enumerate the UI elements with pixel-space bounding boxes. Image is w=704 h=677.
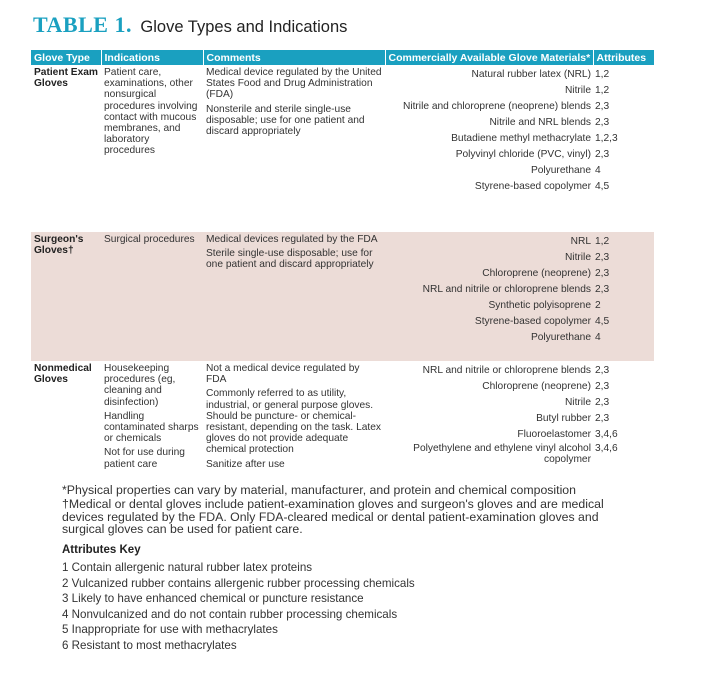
material-name: Nitrile: [564, 252, 591, 263]
material-attributes: 1,2: [595, 69, 610, 80]
indication-text: Surgical procedures: [104, 234, 195, 245]
cell-attributes: [593, 65, 654, 232]
material-attributes: 4,5: [595, 181, 610, 192]
cell-materials: [385, 65, 593, 232]
comment-text: Sanitize after use: [206, 458, 285, 470]
material-attributes: 1,2: [595, 236, 610, 247]
table-row: [31, 65, 654, 232]
material-attributes: 2: [595, 300, 601, 311]
material-attributes: 1,2,3: [595, 133, 618, 144]
material-attributes: 1,2: [595, 85, 610, 96]
material-name: Polyurethane: [530, 165, 591, 176]
material-name: Nitrile and chloroprene (neoprene) blends: [402, 101, 591, 112]
comment-text: Sterile single-use disposable; use for one patient and discard appropriately: [206, 248, 374, 271]
cell-comments: [203, 232, 385, 361]
cell-glove-type: Patient Exam Gloves: [34, 67, 98, 90]
cell-glove-type: Surgeon's Gloves†: [34, 234, 84, 257]
attributes-key-list: [62, 560, 415, 654]
comment-text: Not a medical device regulated by FDA: [206, 363, 360, 386]
header-comments: Comments: [203, 50, 385, 65]
cell-attributes: [593, 232, 654, 361]
header-materials: Commercially Available Glove Materials*: [385, 50, 593, 65]
cell-materials: [385, 361, 593, 491]
material-attributes: 2,3: [595, 149, 610, 160]
cell-glove-type: Nonmedical Gloves: [34, 363, 92, 386]
table-row: [31, 232, 654, 361]
table-header-row: [31, 50, 654, 65]
material-attributes: 2,3: [595, 397, 610, 408]
material-name: Polyethylene and ethylene vinyl alcohol copolymer: [413, 443, 591, 465]
footnote-dagger: †Medical or dental gloves include patient-examination gloves and surgeon's gloves and are medical devices regulated by the FDA. Only FDA-cleared medical or dental patient-examination gloves and surgical gloves can be used for patient care.: [62, 497, 604, 536]
cell-attributes: [593, 361, 654, 491]
material-name: Nitrile: [564, 397, 591, 408]
material-attributes: 2,3: [595, 117, 610, 128]
cell-indications: [101, 65, 203, 232]
material-name: NRL: [570, 236, 591, 247]
indication-text: Patient care, examinations, other nonsurgical procedures involving contact with mucous membranes, and laboratory procedures: [104, 67, 198, 157]
comment-text: Nonsterile and sterile single-use disposable; use for one patient and discard appropriately: [206, 103, 365, 138]
material-attributes: 4,5: [595, 316, 610, 327]
material-attributes: 2,3: [595, 365, 610, 376]
material-attributes: 4: [595, 332, 601, 343]
comment-text: Commonly referred to as utility, industrial, or general purpose gloves. Should be puncture- or chemical-resistant, depending on the task. Latex gloves do not provide adequate chemical protection: [206, 388, 382, 456]
attributes-key-item: 5 Inappropriate for use with methacrylates: [62, 623, 278, 637]
material-name: Nitrile: [564, 85, 591, 96]
comment-text: Medical device regulated by the United States Food and Drug Administration (FDA): [206, 67, 382, 101]
material-name: Polyvinyl chloride (PVC, vinyl): [455, 149, 591, 160]
material-name: Natural rubber latex (NRL): [471, 69, 591, 80]
attributes-key-item: 4 Nonvulcanized and do not contain rubber processing chemicals: [62, 607, 398, 621]
attributes-key-item: 3 Likely to have enhanced chemical or puncture resistance: [62, 592, 364, 606]
material-attributes: 4: [595, 165, 601, 176]
indication-text: Not for use during patient care: [104, 447, 185, 470]
cell-indications: [101, 232, 203, 361]
material-name: Butadiene methyl methacrylate: [451, 133, 591, 144]
material-attributes: 2,3: [595, 252, 610, 263]
material-name: Fluoroelastomer: [517, 429, 591, 440]
attributes-key-title: Attributes Key: [62, 544, 141, 556]
indication-text: Housekeeping procedures (eg, cleaning and disinfection): [104, 363, 176, 408]
table-number: TABLE 1.: [33, 12, 132, 37]
attributes-key-item: 1 Contain allergenic natural rubber latex proteins: [62, 561, 313, 574]
header-attributes: Attributes: [593, 50, 654, 65]
material-name: Styrene-based copolymer: [474, 181, 591, 192]
cell-comments: [203, 361, 385, 491]
attributes-key-item: 6 Resistant to most methacrylates: [62, 638, 237, 652]
glove-table: [31, 50, 655, 491]
material-attributes: 2,3: [595, 381, 610, 392]
material-name: Nitrile and NRL blends: [489, 117, 591, 128]
material-attributes: 2,3: [595, 268, 610, 279]
material-name: Chloroprene (neoprene): [482, 381, 591, 392]
material-attributes: 3,4,6: [595, 429, 618, 440]
table-title: [33, 12, 347, 38]
material-attributes: 2,3: [595, 413, 610, 424]
cell-comments: [203, 65, 385, 232]
table-caption: Glove Types and Indications: [140, 18, 348, 36]
material-name: Polyurethane: [530, 332, 591, 343]
cell-indications: [101, 361, 203, 491]
header-indications: Indications: [101, 50, 203, 65]
material-attributes: 3,4,6: [595, 443, 618, 454]
footnote-star: *Physical properties can vary by material, manufacturer, and protein and chemical composition: [62, 483, 576, 497]
material-name: NRL and nitrile or chloroprene blends: [422, 365, 591, 376]
material-name: Synthetic polyisoprene: [488, 300, 591, 311]
material-attributes: 2,3: [595, 284, 610, 295]
indication-text: Handling contaminated sharps or chemicals: [104, 410, 199, 445]
header-glove-type: Glove Type: [31, 50, 101, 65]
material-name: Chloroprene (neoprene): [482, 268, 591, 279]
material-attributes: 2,3: [595, 101, 610, 112]
attributes-key-item: 2 Vulcanized rubber contains allergenic rubber processing chemicals: [62, 576, 415, 590]
table-row: [31, 361, 654, 491]
material-name: Butyl rubber: [536, 413, 591, 424]
material-name: Styrene-based copolymer: [474, 316, 591, 327]
cell-materials: [385, 232, 593, 361]
comment-text: Medical devices regulated by the FDA: [206, 234, 378, 245]
material-name: NRL and nitrile or chloroprene blends: [422, 284, 591, 295]
